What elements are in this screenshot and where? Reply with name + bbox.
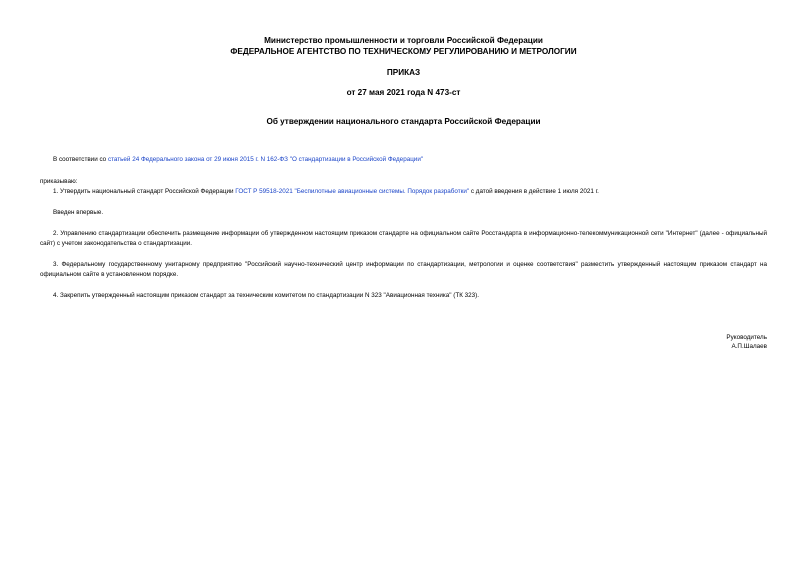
document-type: ПРИКАЗ [386, 68, 421, 77]
item-4-paragraph: 4. Закрепить утвержденный настоящим приказом стандарт за техническим комитетом по стандартизации N 323 "Авиационная техника" (ТК 323). [53, 292, 479, 299]
signature-role: Руководитель [726, 334, 767, 341]
document-subject: Об утверждении национального стандарта Российской Федерации [266, 117, 541, 126]
item-1-suffix: с датой введения в действие 1 июля 2021 г. [469, 188, 599, 195]
item-2-paragraph: 2. Управлению стандартизации обеспечить размещение информации об утвержденном настоящим приказом стандарте на официальном сайте Росстандарта в информационно-телекоммуникационной сети "Интернет" (далее - официальный сайт) с учетом законодательства о стандартизации. [40, 230, 767, 247]
item-1-paragraph [40, 187, 767, 197]
agency-title: ФЕДЕРАЛЬНОЕ АГЕНТСТВО ПО ТЕХНИЧЕСКОМУ РЕГУЛИРОВАНИЮ И МЕТРОЛОГИИ [230, 47, 577, 56]
document-date-number: от 27 мая 2021 года N 473-ст [346, 88, 461, 97]
signature-name: А.П.Шалаев [731, 343, 767, 350]
intro-prefix: В соответствии со [53, 156, 108, 163]
ministry-title: Министерство промышленности и торговли Российской Федерации [264, 36, 543, 45]
intro-paragraph [40, 155, 767, 165]
introduced-paragraph: Введен впервые. [53, 209, 104, 216]
orders-paragraph: приказываю: [40, 178, 78, 185]
federal-law-link[interactable]: статьей 24 Федерального закона от 29 июня 2015 г. N 162-ФЗ "О стандартизации в Российской Федерации" [107, 156, 424, 163]
item-3-paragraph: 3. Федеральному государственному унитарному предприятию "Российский научно-технический центр информации по стандартизации, метрологии и оценке соответствия" разместить утвержденный настоящим приказом стандарт на официальном сайте в установленном порядке. [40, 261, 767, 278]
item-1-prefix: 1. Утвердить национальный стандарт Российской Федерации [53, 188, 236, 195]
gost-standard-link[interactable]: ГОСТ Р 59518-2021 "Беспилотные авиационные системы. Порядок разработки" [235, 188, 470, 195]
